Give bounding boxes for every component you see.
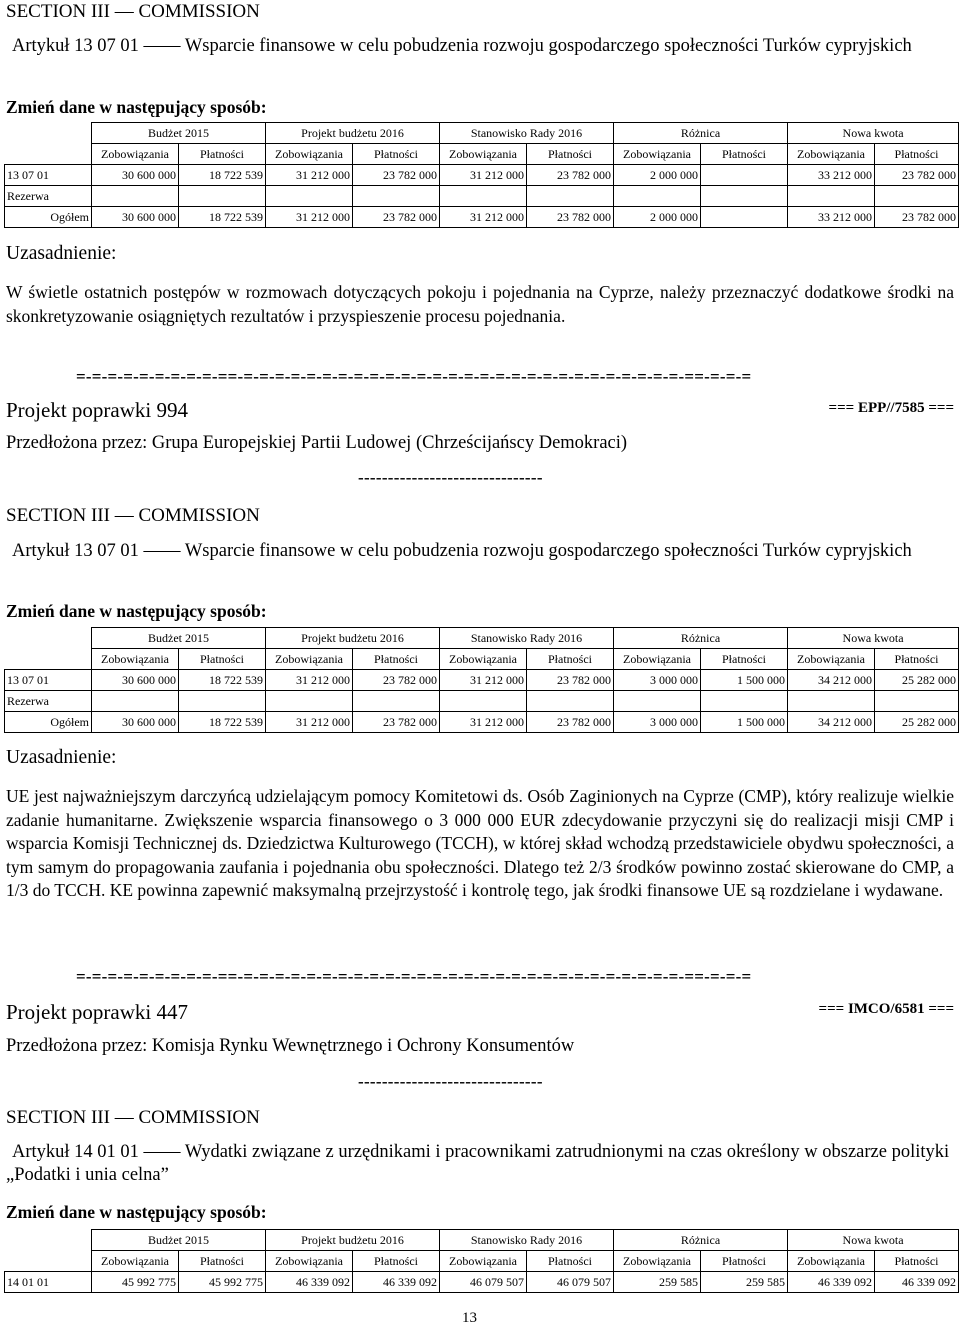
table-cell: 23 782 000	[353, 165, 440, 186]
column-subheader: Zobowiązania	[440, 144, 527, 165]
column-group-header: Stanowisko Rady 2016	[440, 1230, 614, 1251]
change-label: Zmień dane w następujący sposób:	[6, 97, 267, 117]
row-label: Rezerwa	[5, 186, 92, 207]
table-cell	[701, 186, 788, 207]
column-group-header: Stanowisko Rady 2016	[440, 123, 614, 144]
table-row	[5, 186, 959, 207]
column-subheader: Zobowiązania	[614, 649, 701, 670]
table-row	[5, 712, 959, 733]
column-group-header: Nowa kwota	[788, 628, 959, 649]
table-cell: 23 782 000	[353, 207, 440, 228]
column-group-header: Projekt budżetu 2016	[266, 1230, 440, 1251]
table-cell: 23 782 000	[527, 165, 614, 186]
column-subheader: Zobowiązania	[614, 1251, 701, 1272]
column-group-header: Różnica	[614, 1230, 788, 1251]
table-cell: 31 212 000	[266, 165, 353, 186]
table-cell: 31 212 000	[440, 712, 527, 733]
amendment-reference: === IMCO/6581 ===	[818, 1001, 954, 1017]
amendment-reference: === EPP//7585 ===	[828, 400, 954, 416]
column-group-header: Nowa kwota	[788, 123, 959, 144]
column-group-header: Nowa kwota	[788, 1230, 959, 1251]
column-subheader: Płatności	[527, 649, 614, 670]
table-cell: 31 212 000	[440, 670, 527, 691]
column-subheader: Płatności	[875, 1251, 959, 1272]
separator: =-=-=-=-=-=-=-=-=-==-=-=-=-=-=-=-=-=-=-=-=-=-=-=-=-=-=-=-=-=-=-=-=-=-=-=-=-=-==-=-=-=	[76, 967, 752, 986]
section-heading: SECTION III — COMMISSION	[6, 505, 260, 526]
column-subheader: Płatności	[179, 649, 266, 670]
column-group-header: Budżet 2015	[92, 123, 266, 144]
column-subheader: Płatności	[875, 649, 959, 670]
column-group-header: Projekt budżetu 2016	[266, 628, 440, 649]
column-subheader: Płatności	[353, 649, 440, 670]
table-cell	[527, 186, 614, 207]
row-label: 14 01 01	[5, 1272, 92, 1293]
table-subheader-row	[5, 649, 959, 670]
table-cell: 18 722 539	[179, 670, 266, 691]
table-cell: 30 600 000	[92, 165, 179, 186]
column-subheader: Zobowiązania	[788, 144, 875, 165]
table-cell: 46 079 507	[527, 1272, 614, 1293]
column-subheader: Płatności	[527, 1251, 614, 1272]
table-cell: 46 339 092	[788, 1272, 875, 1293]
table-cell	[92, 691, 179, 712]
table-cell: 31 212 000	[440, 207, 527, 228]
column-group-header: Budżet 2015	[92, 628, 266, 649]
table-cell	[353, 691, 440, 712]
column-subheader: Zobowiązania	[92, 1251, 179, 1272]
row-label: Rezerwa	[5, 691, 92, 712]
table-cell: 2 000 000	[614, 207, 701, 228]
table-cell	[875, 186, 959, 207]
table-cell: 18 722 539	[179, 712, 266, 733]
table-cell: 1 500 000	[701, 712, 788, 733]
column-subheader: Zobowiązania	[92, 144, 179, 165]
table-cell: 46 339 092	[875, 1272, 959, 1293]
table-cell	[353, 186, 440, 207]
amendment-title: Projekt poprawki 994	[6, 398, 188, 422]
column-subheader: Zobowiązania	[266, 649, 353, 670]
column-subheader: Płatności	[353, 144, 440, 165]
justification-text: UE jest najważniejszym darczyńcą udzielającym pomocy Komitetowi ds. Osób Zaginionych na Cyprze (CMP), który realizuje wielkie zadanie humanitarne. Zwiększenie wsparcia finansowego o 3 000 000 EUR zdecydowanie przyczyni się do realizacji misji CMP i wsparcia Komisji Technicznej ds. Dziedzictwa Kulturowego (TCCH), w której skład wchodzą przedstawiciele obydwu społeczności, a tym samym do propagowania zaufania i pojednania obu społeczności. Dlatego też 2/3 środków powinno zostać skierowane do CMP, a 1/3 do TCCH. KE powinna zapewnić maksymalną przejrzystość i kontrolę tego, jak środki finansowe UE są rozdzielane i wydawane.	[6, 786, 954, 900]
table-cell	[527, 691, 614, 712]
table-cell: 31 212 000	[266, 712, 353, 733]
table-cell: 31 212 000	[266, 207, 353, 228]
column-group-header: Projekt budżetu 2016	[266, 123, 440, 144]
amendment-title: Projekt poprawki 447	[6, 1000, 188, 1024]
row-label: Ogółem	[5, 712, 92, 733]
section-heading: SECTION III — COMMISSION	[6, 1107, 260, 1128]
table-cell	[440, 691, 527, 712]
table-header-row	[5, 628, 959, 649]
table-cell: 33 212 000	[788, 207, 875, 228]
table-cell: 18 722 539	[179, 207, 266, 228]
table-cell: 46 339 092	[266, 1272, 353, 1293]
table-cell: 31 212 000	[266, 670, 353, 691]
table-cell: 33 212 000	[788, 165, 875, 186]
column-subheader: Zobowiązania	[788, 1251, 875, 1272]
column-subheader: Płatności	[179, 144, 266, 165]
table-cell: 23 782 000	[527, 670, 614, 691]
justification-heading: Uzasadnienie:	[6, 747, 117, 768]
table-cell	[701, 165, 788, 186]
table-cell: 30 600 000	[92, 670, 179, 691]
table-cell	[875, 691, 959, 712]
table-cell	[614, 691, 701, 712]
table-cell	[266, 186, 353, 207]
table-cell: 34 212 000	[788, 712, 875, 733]
table-subheader-row	[5, 1251, 959, 1272]
table-cell: 25 282 000	[875, 670, 959, 691]
column-subheader: Zobowiązania	[266, 1251, 353, 1272]
table-cell: 46 079 507	[440, 1272, 527, 1293]
budget-table	[4, 627, 959, 733]
change-label: Zmień dane w następujący sposób:	[6, 601, 267, 621]
table-cell: 45 992 775	[179, 1272, 266, 1293]
justification-text: W świetle ostatnich postępów w rozmowach dotyczących pokoju i pojednania na Cyprze, należy przeznaczyć dodatkowe środki na skonkretyzowanie osiągniętych rezultatów i przyspieszenie procesu pojednania.	[6, 282, 954, 326]
budget-table	[4, 122, 959, 228]
change-label: Zmień dane w następujący sposób:	[6, 1202, 267, 1222]
justification-heading: Uzasadnienie:	[6, 243, 117, 264]
table-cell: 23 782 000	[527, 207, 614, 228]
section-heading: SECTION III — COMMISSION	[6, 1, 260, 22]
table-cell: 23 782 000	[875, 165, 959, 186]
table-cell: 31 212 000	[440, 165, 527, 186]
table-row	[5, 691, 959, 712]
table-cell	[266, 691, 353, 712]
submitted-by: Przedłożona przez: Grupa Europejskiej Partii Ludowej (Chrześcijańscy Demokraci)	[6, 433, 628, 453]
table-cell: 45 992 775	[92, 1272, 179, 1293]
column-group-header: Stanowisko Rady 2016	[440, 628, 614, 649]
table-row	[5, 207, 959, 228]
dash-separator: -------------------------------	[358, 468, 543, 487]
column-subheader: Płatności	[875, 144, 959, 165]
table-header-row	[5, 1230, 959, 1251]
table-subheader-row	[5, 144, 959, 165]
column-subheader: Zobowiązania	[788, 649, 875, 670]
table-row	[5, 1272, 959, 1293]
column-group-header: Różnica	[614, 123, 788, 144]
table-cell	[440, 186, 527, 207]
table-cell: 23 782 000	[353, 712, 440, 733]
column-subheader: Płatności	[353, 1251, 440, 1272]
table-cell: 46 339 092	[353, 1272, 440, 1293]
table-row	[5, 165, 959, 186]
table-cell: 30 600 000	[92, 207, 179, 228]
column-subheader: Płatności	[179, 1251, 266, 1272]
column-group-header: Budżet 2015	[92, 1230, 266, 1251]
column-subheader: Zobowiązania	[266, 144, 353, 165]
table-cell: 259 585	[701, 1272, 788, 1293]
column-group-header: Różnica	[614, 628, 788, 649]
table-header-row	[5, 123, 959, 144]
table-cell: 1 500 000	[701, 670, 788, 691]
table-cell: 23 782 000	[875, 207, 959, 228]
table-cell: 3 000 000	[614, 712, 701, 733]
column-subheader: Płatności	[701, 649, 788, 670]
table-cell	[701, 691, 788, 712]
table-cell: 30 600 000	[92, 712, 179, 733]
table-cell	[701, 207, 788, 228]
separator: =-=-=-=-=-=-=-=-=-==-=-=-=-=-=-=-=-=-=-=-=-=-=-=-=-=-=-=-=-=-=-=-=-=-=-=-=-=-==-=-=-=	[76, 367, 752, 386]
table-cell	[92, 186, 179, 207]
row-label: 13 07 01	[5, 670, 92, 691]
table-cell	[179, 186, 266, 207]
table-cell: 23 782 000	[527, 712, 614, 733]
column-subheader: Zobowiązania	[614, 144, 701, 165]
page-number: 13	[462, 1310, 477, 1326]
table-cell	[179, 691, 266, 712]
dash-separator: -------------------------------	[358, 1072, 543, 1091]
column-subheader: Płatności	[701, 144, 788, 165]
table-cell: 18 722 539	[179, 165, 266, 186]
table-row	[5, 670, 959, 691]
table-cell	[788, 186, 875, 207]
column-subheader: Zobowiązania	[440, 649, 527, 670]
column-subheader: Zobowiązania	[92, 649, 179, 670]
table-cell: 23 782 000	[353, 670, 440, 691]
table-cell	[614, 186, 701, 207]
table-cell: 259 585	[614, 1272, 701, 1293]
submitted-by: Przedłożona przez: Komisja Rynku Wewnętrznego i Ochrony Konsumentów	[6, 1036, 575, 1056]
column-subheader: Płatności	[527, 144, 614, 165]
table-cell: 2 000 000	[614, 165, 701, 186]
table-cell: 25 282 000	[875, 712, 959, 733]
table-cell	[788, 691, 875, 712]
column-subheader: Zobowiązania	[440, 1251, 527, 1272]
article-heading: Artykuł 14 01 01 —— Wydatki związane z urzędnikami i pracownikami zatrudnionymi na czas określony w obszarze polityki „Podatki i unia celna”	[6, 1142, 950, 1185]
table-cell: 3 000 000	[614, 670, 701, 691]
row-label: 13 07 01	[5, 165, 92, 186]
table-cell: 34 212 000	[788, 670, 875, 691]
column-subheader: Płatności	[701, 1251, 788, 1272]
row-label: Ogółem	[5, 207, 92, 228]
article-heading: Artykuł 13 07 01 —— Wsparcie finansowe w celu pobudzenia rozwoju gospodarczego społeczności Turków cypryjskich	[12, 541, 912, 561]
budget-table	[4, 1229, 959, 1293]
article-heading: Artykuł 13 07 01 —— Wsparcie finansowe w celu pobudzenia rozwoju gospodarczego społeczności Turków cypryjskich	[12, 36, 912, 56]
